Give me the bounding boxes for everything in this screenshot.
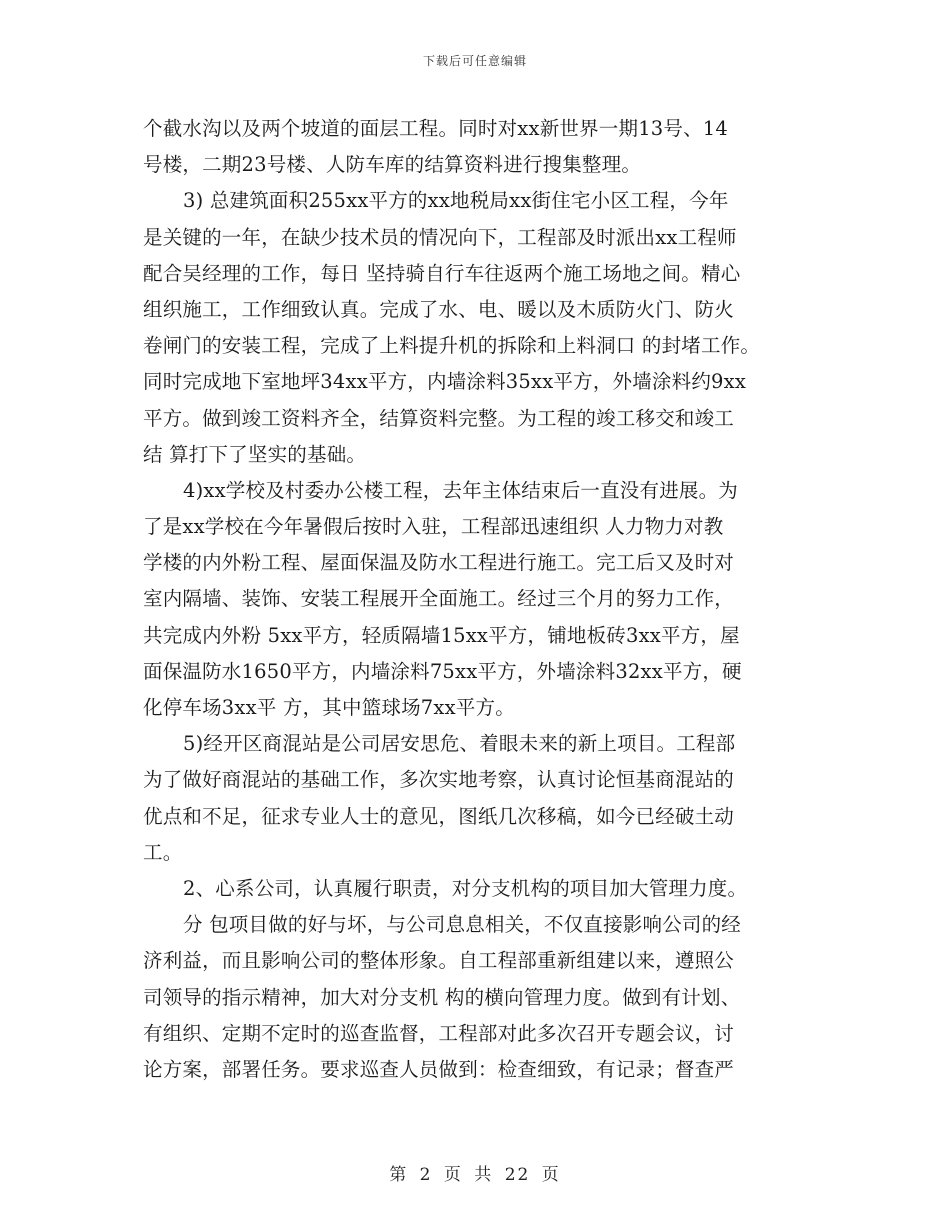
- text-line: 学楼的内外粉工程、屋面保温及防水工程进行施工。完工后又及时对: [143, 551, 735, 575]
- text-line: 结 算打下了坚实的基础。: [143, 442, 367, 466]
- text-line: 同时完成地下室地坪34xx平方，内墙涂料35xx平方，外墙涂料约9xx: [143, 370, 747, 394]
- text-line: 分 包项目做的好与坏，与公司息息相关，不仅直接影响公司的经: [183, 913, 741, 937]
- document-body: [143, 111, 823, 1088]
- text-line: 卷闸门的安装工程，完成了上料提升机的拆除和上料洞口 的封堵工作。: [143, 334, 761, 358]
- text-line: 济利益，而且影响公司的整体形象。自工程部重新组建以来，遵照公: [143, 949, 735, 973]
- text-line: 是关键的一年，在缺少技术员的情况向下，工程部及时派出xx工程师: [143, 225, 737, 249]
- page-header: 下载后可任意编辑: [422, 54, 527, 68]
- text-line: 个截水沟以及两个坡道的面层工程。同时对xx新世界一期13号、14: [143, 117, 729, 140]
- text-line: 配合吴经理的工作，每日 坚持骑自行车往返两个施工场地之间。精心: [143, 261, 741, 285]
- text-line: 5)经开区商混站是公司居安思危、着眼未来的新上项目。工程部: [183, 732, 736, 756]
- text-line: 平方。做到竣工资料齐全，结算资料完整。为工程的竣工移交和竣工: [143, 406, 735, 430]
- text-line: 号楼，二期23号楼、人防车库的结算资料进行搜集整理。: [143, 153, 642, 177]
- text-line: 4)xx学校及村委办公楼工程，去年主体结束后一直没有进展。为: [183, 478, 739, 502]
- text-line: 室内隔墙、装饰、安装工程展开全面施工。经过三个月的努力工作，: [143, 587, 735, 611]
- text-line: 共完成内外粉 5xx平方，轻质隔墙15xx平方，铺地板砖3xx平方，屋: [143, 623, 740, 647]
- text-line: 司领导的指示精神，加大对分支机 构的横向管理力度。做到有计划、: [143, 985, 741, 1009]
- text-line: 为了做好商混站的基础工作，多次实地考察，认真讨论恒基商混站的: [143, 768, 735, 792]
- page-footer: 第 2 页 共 22 页: [389, 1165, 561, 1185]
- text-line: 化停车场3xx平 方，其中篮球场7xx平方。: [143, 696, 515, 719]
- text-line: 面保温防水1650平方，内墙涂料75xx平方，外墙涂料32xx平方，硬: [143, 659, 742, 683]
- text-line: 有组织、定期不定时的巡查监督，工程部对此多次召开专题会议，讨: [143, 1021, 735, 1045]
- text-line: 2、心系公司，认真履行职责，对分支机构的项目加大管理力度。: [183, 876, 748, 900]
- text-line: 论方案，部署任务。要求巡查人员做到：检查细致，有记录；督查严: [143, 1057, 735, 1081]
- text-line: 了是xx学校在今年暑假后按时入驻，工程部迅速组织 人力物力对教: [143, 515, 724, 539]
- text-line: 3) 总建筑面积255xx平方的xx地税局xx街住宅小区工程，今年: [183, 189, 729, 213]
- text-line: 优点和不足，征求专业人士的意见，图纸几次移稿，如今已经破土动: [143, 804, 735, 828]
- text-line: 组织施工，工作细致认真。完成了水、电、暖以及木质防火门、防火: [143, 297, 735, 321]
- text-line: 工。: [143, 840, 183, 864]
